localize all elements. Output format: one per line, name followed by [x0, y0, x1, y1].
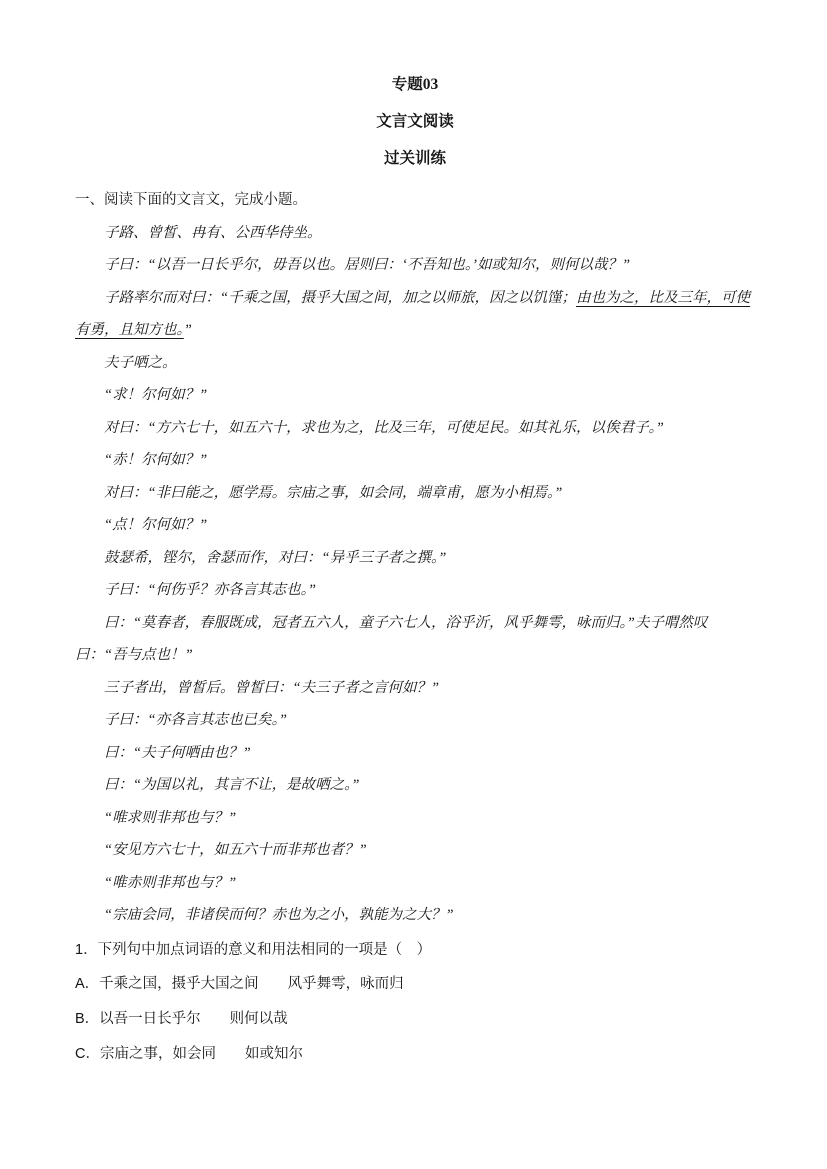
passage-text: 夫子哂之。 — [104, 354, 177, 371]
question-stem — [75, 933, 755, 967]
option-text: 宗庙之事，如会同 如或知尔 — [99, 1045, 303, 1062]
doc-title-section: 过关训练 — [383, 150, 446, 167]
passage-text: 对曰：“非曰能之，愿学焉。宗庙之事，如会同，端章甫，愿为小相焉。” — [104, 484, 563, 501]
passage — [75, 217, 755, 932]
passage-text: 曰：“莫春者，春服既成，冠者五六人，童子六七人，浴乎沂，风乎舞雩，咏而归。”夫子喟然叹曰：“吾与点也！” — [75, 614, 708, 663]
passage-paragraph — [75, 704, 755, 737]
passage-text: ” — [183, 322, 192, 338]
passage-text: 子路、曾皙、冉有、公西华侍坐。 — [104, 224, 322, 241]
passage-text: “点！尔何如？” — [104, 517, 208, 533]
passage-text: 鼓瑟希，铿尔，舍瑟而作，对曰：“异乎三子者之撰。” — [104, 549, 447, 566]
option-text: 以吾一日长乎尔 则何以哉 — [99, 1010, 288, 1027]
passage-text: 子曰：“以吾一日长乎尔，毋吾以也。居则曰：‘不吾知也。’如或知尔，则何以哉？” — [104, 257, 631, 273]
passage-paragraph — [75, 542, 755, 575]
question-1 — [75, 933, 755, 1072]
passage-paragraph — [75, 607, 755, 672]
passage-text: “求！尔何如？” — [104, 387, 208, 403]
passage-text: 子曰：“亦各言其志也已矣。” — [104, 712, 287, 728]
option-C — [75, 1037, 755, 1072]
passage-text: 曰：“为国以礼，其言不让，是故哂之。” — [104, 777, 360, 793]
passage-text: “安见方六七十，如五六十而非邦也者？” — [104, 842, 367, 858]
passage-paragraph — [75, 574, 755, 607]
passage-text: “唯求则非邦也与？” — [104, 809, 237, 826]
passage-text: “赤！尔何如？” — [104, 452, 208, 468]
option-label: A． — [75, 975, 100, 992]
passage-text: 子路率尔而对曰：“千乘之国，摄乎大国之间，加之以师旅，因之以饥馑； — [104, 289, 577, 306]
passage-paragraph — [75, 737, 755, 770]
option-label: B． — [75, 1010, 100, 1027]
option-label: C． — [75, 1045, 100, 1062]
passage-paragraph — [75, 769, 755, 802]
options-list — [75, 967, 755, 1072]
passage-paragraph — [75, 249, 755, 282]
passage-paragraph — [75, 899, 755, 932]
passage-text: 对曰：“方六七十，如五六十，求也为之，比及三年，可使足民。如其礼乐，以俟君子。” — [104, 419, 664, 436]
passage-paragraph — [75, 672, 755, 705]
question-number: 1． — [75, 941, 98, 958]
passage-text: 子曰：“何伤乎？亦各言其志也。” — [104, 582, 316, 598]
question-stem-text: 下列句中加点词语的意义和用法相同的一项是（ ） — [97, 941, 432, 958]
passage-paragraph — [75, 347, 755, 380]
passage-text: 三子者出，曾皙后。曾皙曰：“夫三子者之言何如？” — [104, 679, 440, 696]
passage-paragraph — [75, 509, 755, 542]
underlined-text: 由也为之，比及三年，可使有勇，且知方也。 — [75, 289, 751, 338]
passage-text: 曰：“夫子何哂由也？” — [104, 744, 251, 761]
passage-paragraph — [75, 217, 755, 250]
passage-paragraph — [75, 444, 755, 477]
passage-paragraph — [75, 282, 755, 347]
passage-paragraph — [75, 477, 755, 510]
option-B — [75, 1002, 755, 1037]
passage-paragraph — [75, 867, 755, 900]
passage-paragraph — [75, 412, 755, 445]
passage-text: “宗庙会同，非诸侯而何？赤也为之小，孰能为之大？” — [104, 907, 454, 923]
option-A — [75, 967, 755, 1002]
passage-paragraph — [75, 379, 755, 412]
option-text: 千乘之国，摄乎大国之间 风乎舞雩，咏而归 — [99, 975, 404, 992]
doc-title-topic: 专题03 — [391, 76, 439, 93]
passage-paragraph — [75, 802, 755, 835]
doc-title-subject: 文言文阅读 — [376, 113, 454, 130]
passage-text: “唯赤则非邦也与？” — [104, 874, 237, 891]
passage-paragraph — [75, 834, 755, 867]
section-intro: 一、阅读下面的文言文，完成小题。 — [75, 192, 307, 208]
